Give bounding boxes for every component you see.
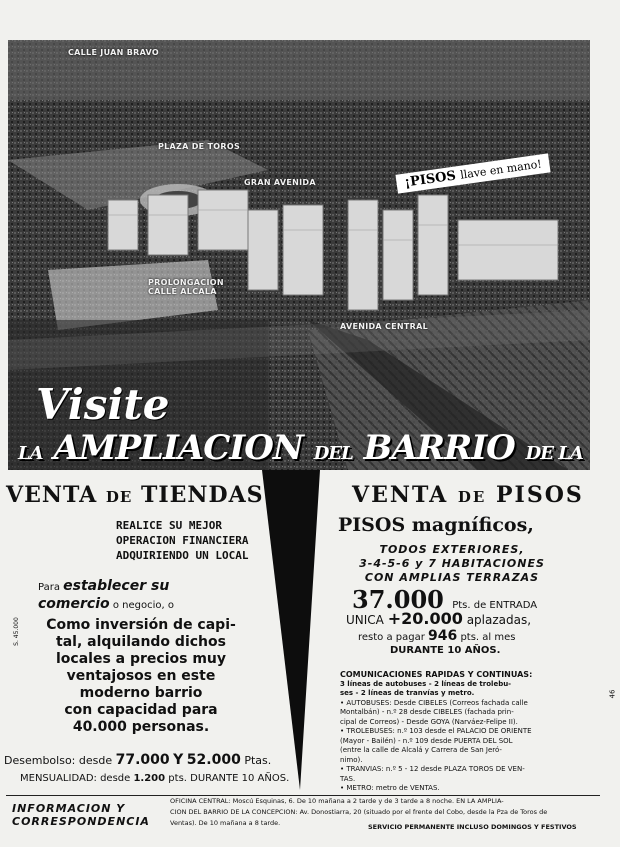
establecer-su: establecer su [63,578,170,594]
inversion-line-6: con capacidad para [64,702,218,718]
inversion-line-7: 40.000 personas. [72,719,210,735]
visite-heading: Visite [36,380,170,429]
establecer-negocio: o negocio, o [112,600,174,611]
desembolso-y: Y [173,752,184,768]
comms-line-8: (entre la calle de Alcalá y Carrera de San Jeró- [340,746,502,754]
todos-line-1: TODOS EXTERIORES, [379,543,525,556]
desembolso-ptas: Ptas. [244,754,272,767]
mensualidad-line [20,773,289,784]
pisos-badge-small: llave en mano! [459,157,543,182]
left-margin-number: S. 45.000 [12,617,20,646]
venta-pisos-word: PISOS [495,482,584,508]
comms-line-9: nimo). [340,755,363,764]
oficina-line-1: OFICINA CENTRAL: Moscú Esquinas, 6. De 10 mañana a 2 tarde y de 3 tarde a 8 noche. EN LA AMPLIA- [170,797,504,805]
precio-label: Pts. de ENTRADA [452,600,538,611]
comms-line-4: Montalbán) - n.º 28 desde CIBELES (fachada prin- [340,708,514,716]
comms-line-6: • TROLEBUSES: n.º 103 desde el PALACIO DE ORIENTE [340,727,532,735]
venta-tiendas-word: TIENDAS [140,482,264,508]
mensualidad-val: 1.200 [133,773,166,784]
comms-title: COMUNICACIONES RAPIDAS Y CONTINUAS: [340,670,533,679]
venta-tiendas-venta: VENTA [6,482,98,508]
inversion-line-2: tal, alquilando dichos [56,634,226,650]
info-line-1: INFORMACION Y [12,802,126,815]
label-avenida-central: AVENIDA CENTRAL [340,322,429,331]
info-line-2: CORRESPONDENCIA [12,815,150,828]
inversion-line-3: locales a precios muy [55,651,226,667]
comms-line-12: • METRO: metro de VENTAS. [340,784,440,792]
pisos-badge-big: ¡PISOS [403,168,457,191]
comms-line-5: cipal de Correos) - Desde GOYA (Narváez-Felipe II). [340,717,518,726]
pisos-magnificos: PISOS magníficos, [338,514,534,536]
aplazadas-val: +20.000 [387,609,463,628]
durante-line: DURANTE 10 AÑOS. [390,645,501,656]
oficina-line-2: CION DEL BARRIO DE LA CONCEPCION: Av. Donostiarra, 20 (situado por el frente del Cobo, desde la Pza de Toros de [170,808,548,816]
inversion-line-5: moderno barrio [79,685,203,701]
inversion-line-1: Como inversión de capi- [46,617,236,633]
desembolso-label: Desembolso: desde [4,754,113,767]
resto-line [358,628,515,644]
realice-line-3: ADQUIRIENDO UN LOCAL [116,549,249,562]
label-gran-avenida: GRAN AVENIDA [244,178,316,187]
resto-label: resto a pagar [358,632,425,643]
unica-line [346,609,531,628]
comms-line-7: (Mayor - Bailén) - n.º 109 desde PUERTA DEL SOL [340,736,513,745]
comms-line-1: 3 líneas de autobuses - 2 líneas de trolebu- [340,679,512,688]
venta-tiendas-de: DE [105,488,133,506]
comms-line-10: • TRANVIAS: n.º 5 - 12 desde PLAZA TOROS DE VEN- [340,765,525,773]
ampliacion-de: DE LA [525,443,583,464]
venta-tiendas-heading [6,482,264,508]
oficina-line-3: Ventas). De 10 mañana a 8 tarde. [170,819,281,827]
resto-val: 946 [428,628,458,644]
center-wedge-shape [262,470,320,790]
comms-line-3: • AUTOBUSES: Desde CIBELES (Correos fachada calle [340,698,528,707]
todos-line-2: 3-4-5-6 y 7 HABITACIONES [359,557,545,570]
precio-val: 37.000 [352,585,444,614]
venta-pisos-de: DE [457,488,487,506]
ampliacion-barrio: BARRIO [363,428,515,468]
comms-line-11: TAS. [340,774,356,783]
mensualidad-label: MENSUALIDAD: desde [20,773,131,784]
servicio-line: SERVICIO PERMANENTE INCLUSO DOMINGOS Y FESTIVOS [368,823,577,831]
realice-line-2: OPERACION FINANCIERA [116,534,249,547]
desembolso-val2: 52.000 [186,752,241,768]
venta-pisos-venta: VENTA [352,482,449,508]
unica-label: UNICA [346,613,384,627]
realice-line-1: REALICE SU MEJOR [116,519,222,532]
label-calle-juan-bravo: CALLE JUAN BRAVO [68,48,159,57]
comunicaciones-block [340,670,586,794]
informacion-heading [12,802,150,828]
inversion-block [38,617,244,736]
mensualidad-rest: pts. DURANTE 10 AÑOS. [168,773,290,784]
ampliacion-del: DEL [313,443,353,464]
todos-line-3: CON AMPLIAS TERRAZAS [364,571,540,584]
label-plaza-toros: PLAZA DE TOROS [158,142,241,151]
aplazadas-label: aplazadas, [466,613,532,627]
establecer-para: Para [38,582,60,593]
inversion-line-4: ventajosos en este [66,668,216,684]
ampliacion-main: AMPLIACION [53,428,303,468]
desembolso-val1: 77.000 [115,752,170,768]
realice-block [116,518,248,563]
venta-pisos-heading [352,482,584,508]
establecer-block [38,578,174,614]
ampliacion-la: LA [18,443,43,464]
label-prolongacion: PROLONGACION CALLE ALCALA [148,278,224,296]
resto-unit: pts. al mes [460,632,516,643]
comms-line-2: ses - 2 líneas de tranvías y metro. [340,689,475,697]
todos-exteriores-block [338,543,566,585]
establecer-comercio: comercio [38,596,110,612]
side-number: 46 [608,689,617,699]
desembolso-line [4,752,271,768]
